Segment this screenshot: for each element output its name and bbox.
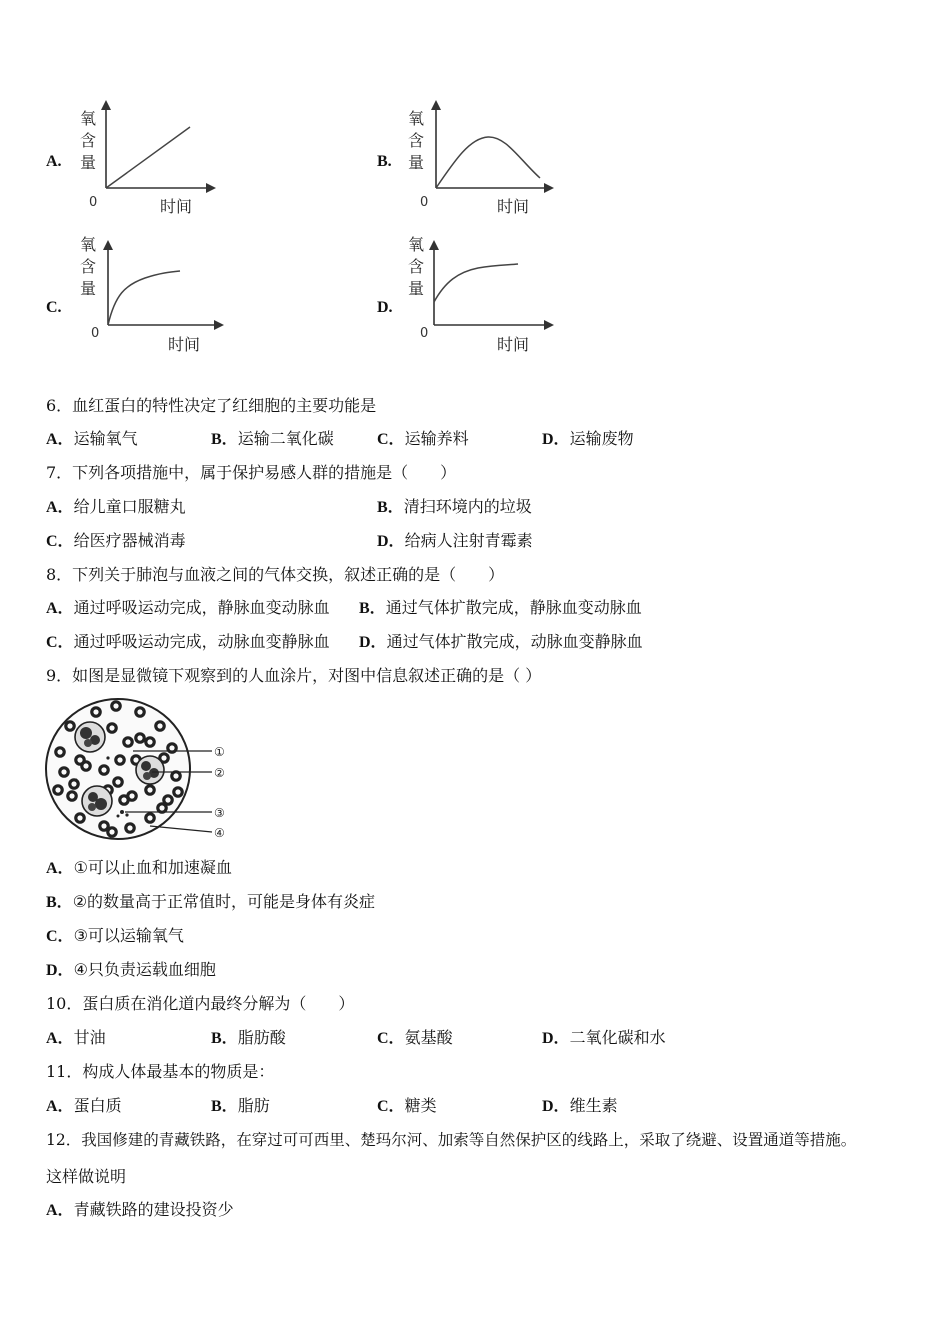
graph-d-ylabel-2: 含	[408, 257, 425, 276]
q9-option-a: A．①可以止血和加速凝血	[46, 858, 232, 877]
graph-d-ylabel-1: 氧	[408, 235, 425, 254]
q9-option-d: D．④只负责运载血细胞	[46, 960, 216, 979]
q12-stem-continued: 这样做说明	[46, 1167, 127, 1186]
q8-option-a: A．通过呼吸运动完成，静脉血变动脉血	[46, 598, 330, 617]
graph-b-ylabel-2: 含	[408, 131, 425, 150]
graph-a-xlabel: 时间	[160, 197, 193, 216]
q7-stem: 7．下列各项措施中，属于保护易感人群的措施是（ ）	[46, 463, 457, 482]
q8-stem: 8．下列关于肺泡与血液之间的气体交换，叙述正确的是（ ）	[46, 565, 505, 584]
q10-option-a: A．甘油	[46, 1028, 106, 1047]
q6-stem: 6．血红蛋白的特性决定了红细胞的主要功能是	[46, 396, 377, 415]
graph-c-origin: 0	[91, 326, 100, 341]
q10-option-b: B．脂肪酸	[211, 1028, 286, 1047]
q10-option-d: D．二氧化碳和水	[542, 1028, 666, 1047]
q8-option-c: C．通过呼吸运动完成，动脉血变静脉血	[46, 632, 330, 651]
q7-option-b: B．清扫环境内的垃圾	[377, 497, 532, 516]
graph-b-xlabel: 时间	[497, 197, 530, 216]
graph-c-label: C.	[46, 299, 62, 316]
white-blood-cell-2	[136, 756, 164, 784]
q6-option-d: D．运输废物	[542, 429, 634, 448]
graph-c-ylabel-3: 量	[80, 279, 97, 298]
q6-option-b: B．运输二氧化碳	[211, 429, 334, 448]
q12-option-a: A．青藏铁路的建设投资少	[46, 1200, 234, 1219]
graph-d-xlabel: 时间	[497, 335, 530, 354]
graph-d-origin: 0	[420, 326, 429, 341]
graph-d-label: D.	[377, 299, 393, 316]
white-blood-cell-3	[82, 786, 112, 816]
q10-stem: 10．蛋白质在消化道内最终分解为（ ）	[46, 994, 355, 1013]
leader-line-4	[150, 826, 212, 832]
graph-c-ylabel-1: 氧	[80, 235, 97, 254]
q10-option-c: C．氨基酸	[377, 1028, 453, 1047]
figure-label-1: ①	[214, 745, 225, 759]
q6-option-c: C．运输养料	[377, 429, 469, 448]
graph-a-label: A.	[46, 153, 62, 170]
q8-option-d: D．通过气体扩散完成，动脉血变静脉血	[359, 632, 643, 651]
graph-a-ylabel-2: 含	[80, 131, 97, 150]
q9-stem: 9．如图是显微镜下观察到的人血涂片，对图中信息叙述正确的是（ ）	[46, 666, 542, 685]
q11-option-a: A．蛋白质	[46, 1096, 122, 1115]
white-blood-cell-1	[75, 722, 105, 752]
graph-b-origin: 0	[420, 195, 429, 210]
q11-option-c: C．糖类	[377, 1096, 437, 1115]
q8-option-b: B．通过气体扩散完成，静脉血变动脉血	[359, 598, 642, 617]
smear-field	[46, 699, 190, 839]
graph-d-ylabel-3: 量	[408, 279, 425, 298]
graph-a-ylabel-1: 氧	[80, 109, 97, 128]
graph-c-ylabel-2: 含	[80, 257, 97, 276]
q7-option-c: C．给医疗器械消毒	[46, 531, 186, 550]
q9-option-c: C．③可以运输氧气	[46, 926, 184, 945]
q11-stem: 11．构成人体最基本的物质是：	[46, 1062, 275, 1081]
q7-option-a: A．给儿童口服糖丸	[46, 497, 186, 516]
graph-a-ylabel-3: 量	[80, 153, 97, 172]
q11-option-b: B．脂肪	[211, 1096, 270, 1115]
q9-option-b: B．②的数量高于正常值时，可能是身体有炎症	[46, 892, 376, 911]
figure-label-4: ④	[214, 826, 225, 840]
graph-a-origin: 0	[89, 195, 98, 210]
q11-option-d: D．维生素	[542, 1096, 618, 1115]
q12-stem: 12．我国修建的青藏铁路，在穿过可可西里、楚玛尔河、加索等自然保护区的线路上，采取了绕避、设置通道等措施。	[46, 1131, 857, 1149]
graph-b-label: B.	[377, 153, 392, 170]
figure-label-3: ③	[214, 806, 225, 820]
q6-option-a: A．运输氧气	[46, 429, 138, 448]
figure-label-2: ②	[214, 766, 225, 780]
q7-option-d: D．给病人注射青霉素	[377, 531, 533, 550]
graph-b-ylabel-1: 氧	[408, 109, 425, 128]
graph-c-xlabel: 时间	[168, 335, 201, 354]
graph-b-ylabel-3: 量	[408, 153, 425, 172]
